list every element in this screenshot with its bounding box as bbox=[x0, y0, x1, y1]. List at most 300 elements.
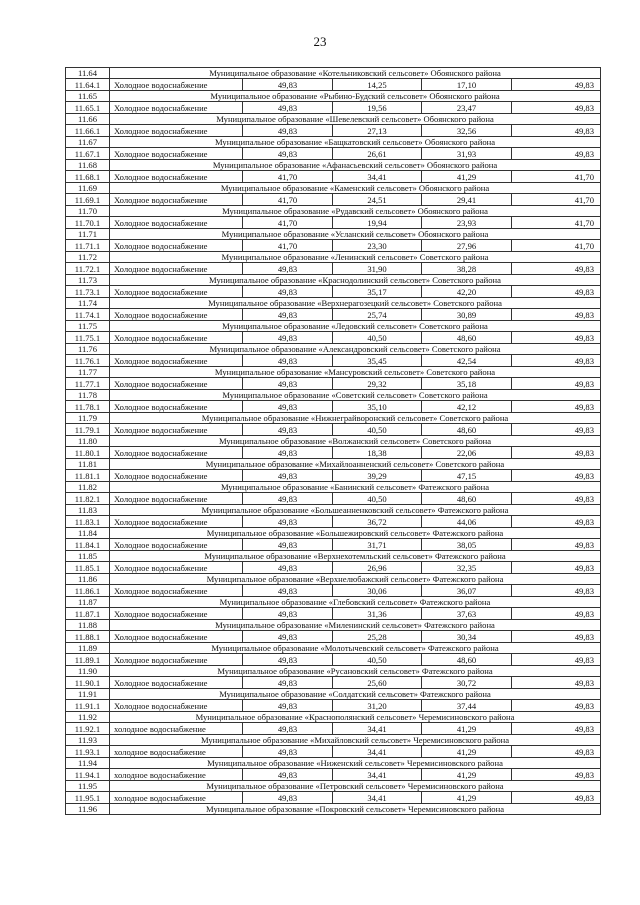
tariff-value-v2: 34,41 bbox=[333, 171, 422, 183]
tariff-value-v1: 49,83 bbox=[243, 447, 333, 459]
row-code: 11.84.1 bbox=[66, 539, 110, 551]
service-name: холодное водоснабжение bbox=[110, 769, 243, 781]
row-code: 11.86 bbox=[66, 574, 110, 585]
tariff-value-v1: 49,83 bbox=[243, 746, 333, 758]
municipality-header-row bbox=[66, 666, 601, 677]
tariff-row bbox=[66, 102, 601, 114]
service-name: Холодное водоснабжение bbox=[110, 125, 243, 137]
row-code: 11.95 bbox=[66, 781, 110, 792]
municipality-header-row bbox=[66, 114, 601, 125]
municipality-title: Муниципальное образование «Нижнеграйворонский сельсовет» Советского района bbox=[110, 413, 601, 424]
tariff-value-v2: 26,96 bbox=[333, 562, 422, 574]
tariff-value-v1: 49,83 bbox=[243, 332, 333, 344]
row-code: 11.95.1 bbox=[66, 792, 110, 804]
municipality-title: Муниципальное образование «Котельниковский сельсовет» Обоянского района bbox=[110, 68, 601, 79]
row-code: 11.81.1 bbox=[66, 470, 110, 482]
municipality-header-row bbox=[66, 298, 601, 309]
tariff-value-v3: 30,89 bbox=[422, 309, 512, 321]
row-code: 11.77.1 bbox=[66, 378, 110, 390]
municipality-title: Муниципальное образование «Ниженский сельсовет» Черемисиновского района bbox=[110, 758, 601, 769]
service-name: Холодное водоснабжение bbox=[110, 516, 243, 528]
tariff-value-v1: 41,70 bbox=[243, 171, 333, 183]
service-name: Холодное водоснабжение bbox=[110, 631, 243, 643]
tariff-value-v2: 40,50 bbox=[333, 493, 422, 505]
row-code: 11.89.1 bbox=[66, 654, 110, 666]
tariff-value-v3: 23,93 bbox=[422, 217, 512, 229]
municipality-header-row bbox=[66, 597, 601, 608]
tariff-row bbox=[66, 125, 601, 137]
tariff-value-v4: 49,83 bbox=[512, 654, 601, 666]
service-name: Холодное водоснабжение bbox=[110, 585, 243, 597]
tariff-row bbox=[66, 355, 601, 367]
tariff-value-v4: 49,83 bbox=[512, 79, 601, 91]
tariff-value-v3: 37,63 bbox=[422, 608, 512, 620]
municipality-title: Муниципальное образование «Солдатский сельсовет» Фатежского района bbox=[110, 689, 601, 700]
tariff-value-v3: 48,60 bbox=[422, 493, 512, 505]
tariff-value-v1: 49,83 bbox=[243, 516, 333, 528]
row-code: 11.72 bbox=[66, 252, 110, 263]
tariff-row bbox=[66, 240, 601, 252]
tariff-value-v4: 49,83 bbox=[512, 470, 601, 482]
tariff-value-v1: 49,83 bbox=[243, 562, 333, 574]
row-code: 11.76 bbox=[66, 344, 110, 355]
service-name: Холодное водоснабжение bbox=[110, 194, 243, 206]
municipality-title: Муниципальное образование «Александровский сельсовет» Советского района bbox=[110, 344, 601, 355]
municipality-header-row bbox=[66, 643, 601, 654]
tariff-value-v1: 49,83 bbox=[243, 539, 333, 551]
tariff-value-v3: 37,44 bbox=[422, 700, 512, 712]
municipality-header-row bbox=[66, 436, 601, 447]
municipality-title: Муниципальное образование «Усланский сельсовет» Обоянского района bbox=[110, 229, 601, 240]
municipality-header-row bbox=[66, 758, 601, 769]
service-name: Холодное водоснабжение bbox=[110, 263, 243, 275]
row-code: 11.83 bbox=[66, 505, 110, 516]
row-code: 11.94 bbox=[66, 758, 110, 769]
tariff-value-v3: 32,35 bbox=[422, 562, 512, 574]
municipality-title: Муниципальное образование «Волжанский сельсовет» Советского района bbox=[110, 436, 601, 447]
municipality-title: Муниципальное образование «Рудавский сельсовет» Обоянского района bbox=[110, 206, 601, 217]
tariff-value-v2: 19,94 bbox=[333, 217, 422, 229]
municipality-header-row bbox=[66, 252, 601, 263]
tariff-value-v3: 48,60 bbox=[422, 654, 512, 666]
row-code: 11.80.1 bbox=[66, 447, 110, 459]
tariff-value-v2: 26,61 bbox=[333, 148, 422, 160]
municipality-header-row bbox=[66, 321, 601, 332]
tariff-value-v2: 31,71 bbox=[333, 539, 422, 551]
municipality-header-row bbox=[66, 367, 601, 378]
municipality-title: Муниципальное образование «Миленинский сельсовет» Фатежского района bbox=[110, 620, 601, 631]
tariff-value-v2: 35,17 bbox=[333, 286, 422, 298]
row-code: 11.77 bbox=[66, 367, 110, 378]
municipality-header-row bbox=[66, 206, 601, 217]
tariff-value-v2: 31,20 bbox=[333, 700, 422, 712]
tariff-value-v1: 49,83 bbox=[243, 424, 333, 436]
tariff-row bbox=[66, 447, 601, 459]
tariff-value-v2: 27,13 bbox=[333, 125, 422, 137]
tariff-value-v1: 49,83 bbox=[243, 125, 333, 137]
tariff-row bbox=[66, 401, 601, 413]
tariff-value-v2: 34,41 bbox=[333, 792, 422, 804]
municipality-title: Муниципальное образование «Михайловский сельсовет» Черемисиновского района bbox=[110, 735, 601, 746]
tariff-value-v3: 38,28 bbox=[422, 263, 512, 275]
municipality-title: Муниципальное образование «Бащкатовский сельсовет» Обоянского района bbox=[110, 137, 601, 148]
tariff-row bbox=[66, 723, 601, 735]
tariff-value-v4: 41,70 bbox=[512, 194, 601, 206]
municipality-header-row bbox=[66, 137, 601, 148]
municipality-header-row bbox=[66, 574, 601, 585]
tariff-row bbox=[66, 424, 601, 436]
row-code: 11.94.1 bbox=[66, 769, 110, 781]
tariff-value-v4: 49,83 bbox=[512, 401, 601, 413]
tariff-row bbox=[66, 286, 601, 298]
municipality-title: Муниципальное образование «Петровский сельсовет» Черемисиновского района bbox=[110, 781, 601, 792]
municipality-title: Муниципальное образование «Большеанненковский сельсовет» Фатежского района bbox=[110, 505, 601, 516]
tariff-value-v3: 41,29 bbox=[422, 792, 512, 804]
tariff-row bbox=[66, 470, 601, 482]
service-name: холодное водоснабжение bbox=[110, 792, 243, 804]
municipality-title: Муниципальное образование «Шевелевский сельсовет» Обоянского района bbox=[110, 114, 601, 125]
tariff-value-v2: 40,50 bbox=[333, 654, 422, 666]
service-name: Холодное водоснабжение bbox=[110, 539, 243, 551]
municipality-header-row bbox=[66, 91, 601, 102]
tariff-value-v1: 49,83 bbox=[243, 608, 333, 620]
service-name: Холодное водоснабжение bbox=[110, 493, 243, 505]
service-name: Холодное водоснабжение bbox=[110, 171, 243, 183]
tariff-value-v1: 49,83 bbox=[243, 309, 333, 321]
row-code: 11.74.1 bbox=[66, 309, 110, 321]
tariff-value-v2: 39,29 bbox=[333, 470, 422, 482]
tariff-value-v2: 29,32 bbox=[333, 378, 422, 390]
municipality-header-row bbox=[66, 68, 601, 79]
municipality-header-row bbox=[66, 183, 601, 194]
service-name: Холодное водоснабжение bbox=[110, 79, 243, 91]
tariff-value-v3: 41,29 bbox=[422, 171, 512, 183]
tariff-value-v1: 49,83 bbox=[243, 355, 333, 367]
tariff-value-v1: 49,83 bbox=[243, 79, 333, 91]
tariff-row bbox=[66, 309, 601, 321]
municipality-title: Муниципальное образование «Рыбино-Будский сельсовет» Обоянского района bbox=[110, 91, 601, 102]
tariff-value-v1: 49,83 bbox=[243, 654, 333, 666]
tariff-value-v1: 49,83 bbox=[243, 493, 333, 505]
tariff-value-v3: 36,07 bbox=[422, 585, 512, 597]
tariff-value-v4: 49,83 bbox=[512, 263, 601, 275]
tariff-row bbox=[66, 378, 601, 390]
tariff-row bbox=[66, 700, 601, 712]
row-code: 11.86.1 bbox=[66, 585, 110, 597]
tariff-value-v4: 49,83 bbox=[512, 608, 601, 620]
tariff-value-v1: 49,83 bbox=[243, 470, 333, 482]
tariff-value-v1: 49,83 bbox=[243, 263, 333, 275]
tariff-value-v3: 48,60 bbox=[422, 332, 512, 344]
row-code: 11.65.1 bbox=[66, 102, 110, 114]
row-code: 11.64 bbox=[66, 68, 110, 79]
tariff-row bbox=[66, 562, 601, 574]
municipality-title: Муниципальное образование «Каменский сельсовет» Обоянского района bbox=[110, 183, 601, 194]
row-code: 11.90 bbox=[66, 666, 110, 677]
municipality-header-row bbox=[66, 390, 601, 401]
service-name: Холодное водоснабжение bbox=[110, 562, 243, 574]
tariff-row bbox=[66, 171, 601, 183]
tariff-value-v3: 31,93 bbox=[422, 148, 512, 160]
tariff-value-v1: 49,83 bbox=[243, 401, 333, 413]
tariff-value-v3: 42,20 bbox=[422, 286, 512, 298]
row-code: 11.64.1 bbox=[66, 79, 110, 91]
tariff-row bbox=[66, 746, 601, 758]
row-code: 11.80 bbox=[66, 436, 110, 447]
tariff-value-v2: 24,51 bbox=[333, 194, 422, 206]
service-name: Холодное водоснабжение bbox=[110, 654, 243, 666]
service-name: Холодное водоснабжение bbox=[110, 447, 243, 459]
municipality-title: Муниципальное образование «Ленинский сельсовет» Советского района bbox=[110, 252, 601, 263]
service-name: Холодное водоснабжение bbox=[110, 401, 243, 413]
tariff-value-v4: 49,83 bbox=[512, 286, 601, 298]
tariff-value-v2: 18,38 bbox=[333, 447, 422, 459]
tariff-value-v2: 34,41 bbox=[333, 723, 422, 735]
service-name: Холодное водоснабжение bbox=[110, 286, 243, 298]
tariff-row bbox=[66, 217, 601, 229]
municipality-title: Муниципальное образование «Банинский сельсовет» Фатежского района bbox=[110, 482, 601, 493]
tariff-row bbox=[66, 792, 601, 804]
row-code: 11.90.1 bbox=[66, 677, 110, 689]
tariff-row bbox=[66, 516, 601, 528]
tariff-value-v3: 42,12 bbox=[422, 401, 512, 413]
row-code: 11.67.1 bbox=[66, 148, 110, 160]
tariff-value-v4: 49,83 bbox=[512, 355, 601, 367]
tariff-value-v3: 38,05 bbox=[422, 539, 512, 551]
tariff-value-v1: 49,83 bbox=[243, 769, 333, 781]
service-name: Холодное водоснабжение bbox=[110, 332, 243, 344]
municipality-title: Муниципальное образование «Мансуровский сельсовет» Советского района bbox=[110, 367, 601, 378]
tariff-value-v4: 41,70 bbox=[512, 217, 601, 229]
service-name: Холодное водоснабжение bbox=[110, 148, 243, 160]
municipality-title: Муниципальное образование «Верхнерагозецкий сельсовет» Советского района bbox=[110, 298, 601, 309]
tariff-value-v3: 29,41 bbox=[422, 194, 512, 206]
row-code: 11.70 bbox=[66, 206, 110, 217]
tariff-value-v1: 41,70 bbox=[243, 217, 333, 229]
row-code: 11.71.1 bbox=[66, 240, 110, 252]
municipality-title: Муниципальное образование «Верхнехотемльский сельсовет» Фатежского района bbox=[110, 551, 601, 562]
tariff-value-v3: 47,15 bbox=[422, 470, 512, 482]
tariff-value-v1: 49,83 bbox=[243, 677, 333, 689]
municipality-header-row bbox=[66, 620, 601, 631]
municipality-header-row bbox=[66, 344, 601, 355]
service-name: Холодное водоснабжение bbox=[110, 309, 243, 321]
service-name: Холодное водоснабжение bbox=[110, 700, 243, 712]
service-name: Холодное водоснабжение bbox=[110, 470, 243, 482]
service-name: Холодное водоснабжение bbox=[110, 608, 243, 620]
tariff-row bbox=[66, 332, 601, 344]
tariff-value-v4: 49,83 bbox=[512, 677, 601, 689]
tariff-row bbox=[66, 194, 601, 206]
municipality-title: Муниципальное образование «Глебовский сельсовет» Фатежского района bbox=[110, 597, 601, 608]
tariff-value-v3: 32,56 bbox=[422, 125, 512, 137]
municipality-title: Муниципальное образование «Краснодолинский сельсовет» Советского района bbox=[110, 275, 601, 286]
municipality-header-row bbox=[66, 413, 601, 424]
row-code: 11.91.1 bbox=[66, 700, 110, 712]
municipality-header-row bbox=[66, 275, 601, 286]
row-code: 11.81 bbox=[66, 459, 110, 470]
service-name: Холодное водоснабжение bbox=[110, 240, 243, 252]
row-code: 11.69.1 bbox=[66, 194, 110, 206]
tariff-value-v1: 49,83 bbox=[243, 700, 333, 712]
service-name: Холодное водоснабжение bbox=[110, 378, 243, 390]
tariff-row bbox=[66, 654, 601, 666]
municipality-title: Муниципальное образование «Русановский сельсовет» Фатежского района bbox=[110, 666, 601, 677]
tariff-row bbox=[66, 493, 601, 505]
tariff-value-v1: 49,83 bbox=[243, 792, 333, 804]
tariff-value-v2: 25,74 bbox=[333, 309, 422, 321]
row-code: 11.87 bbox=[66, 597, 110, 608]
tariff-value-v4: 41,70 bbox=[512, 171, 601, 183]
tariff-value-v4: 49,83 bbox=[512, 746, 601, 758]
tariff-row bbox=[66, 608, 601, 620]
row-code: 11.78.1 bbox=[66, 401, 110, 413]
tariff-value-v4: 49,83 bbox=[512, 539, 601, 551]
row-code: 11.66 bbox=[66, 114, 110, 125]
tariff-value-v3: 23,47 bbox=[422, 102, 512, 114]
tariff-value-v1: 49,83 bbox=[243, 102, 333, 114]
row-code: 11.84 bbox=[66, 528, 110, 539]
row-code: 11.89 bbox=[66, 643, 110, 654]
row-code: 11.85 bbox=[66, 551, 110, 562]
tariff-value-v4: 49,83 bbox=[512, 585, 601, 597]
row-code: 11.68 bbox=[66, 160, 110, 171]
tariff-value-v2: 23,30 bbox=[333, 240, 422, 252]
tariff-value-v3: 42,54 bbox=[422, 355, 512, 367]
row-code: 11.87.1 bbox=[66, 608, 110, 620]
tariff-value-v1: 49,83 bbox=[243, 585, 333, 597]
tariff-value-v2: 34,41 bbox=[333, 769, 422, 781]
row-code: 11.75 bbox=[66, 321, 110, 332]
row-code: 11.65 bbox=[66, 91, 110, 102]
tariff-value-v2: 35,10 bbox=[333, 401, 422, 413]
tariff-value-v4: 49,83 bbox=[512, 332, 601, 344]
tariff-row bbox=[66, 585, 601, 597]
municipality-title: Муниципальное образование «Михайлоанненский сельсовет» Советского района bbox=[110, 459, 601, 470]
municipality-header-row bbox=[66, 229, 601, 240]
tariff-value-v4: 49,83 bbox=[512, 631, 601, 643]
tariff-value-v2: 34,41 bbox=[333, 746, 422, 758]
row-code: 11.96 bbox=[66, 804, 110, 815]
service-name: Холодное водоснабжение bbox=[110, 102, 243, 114]
tariff-value-v2: 40,50 bbox=[333, 332, 422, 344]
tariff-value-v2: 14,25 bbox=[333, 79, 422, 91]
service-name: холодное водоснабжение bbox=[110, 746, 243, 758]
tariff-value-v3: 22,06 bbox=[422, 447, 512, 459]
tariff-value-v4: 49,83 bbox=[512, 493, 601, 505]
municipality-header-row bbox=[66, 712, 601, 723]
tariff-row bbox=[66, 769, 601, 781]
tariff-value-v3: 27,96 bbox=[422, 240, 512, 252]
municipality-header-row bbox=[66, 551, 601, 562]
tariff-value-v4: 49,83 bbox=[512, 562, 601, 574]
row-code: 11.73.1 bbox=[66, 286, 110, 298]
municipality-header-row bbox=[66, 160, 601, 171]
tariff-value-v4: 49,83 bbox=[512, 792, 601, 804]
tariff-value-v1: 49,83 bbox=[243, 148, 333, 160]
municipality-header-row bbox=[66, 689, 601, 700]
tariff-value-v2: 19,56 bbox=[333, 102, 422, 114]
municipality-title: Муниципальное образование «Молотычевский сельсовет» Фатежского района bbox=[110, 643, 601, 654]
tariff-value-v2: 35,45 bbox=[333, 355, 422, 367]
tariff-value-v4: 49,83 bbox=[512, 769, 601, 781]
municipality-title: Муниципальное образование «Покровский сельсовет» Черемисиновского района bbox=[110, 804, 601, 815]
row-code: 11.92.1 bbox=[66, 723, 110, 735]
tariff-value-v3: 41,29 bbox=[422, 723, 512, 735]
row-code: 11.88 bbox=[66, 620, 110, 631]
row-code: 11.92 bbox=[66, 712, 110, 723]
row-code: 11.70.1 bbox=[66, 217, 110, 229]
row-code: 11.72.1 bbox=[66, 263, 110, 275]
tariff-value-v1: 49,83 bbox=[243, 631, 333, 643]
row-code: 11.79.1 bbox=[66, 424, 110, 436]
tariff-value-v3: 41,29 bbox=[422, 746, 512, 758]
row-code: 11.93 bbox=[66, 735, 110, 746]
tariff-value-v4: 49,83 bbox=[512, 700, 601, 712]
tariff-row bbox=[66, 677, 601, 689]
tariff-row bbox=[66, 539, 601, 551]
tariff-value-v2: 36,72 bbox=[333, 516, 422, 528]
tariff-value-v3: 44,06 bbox=[422, 516, 512, 528]
row-code: 11.78 bbox=[66, 390, 110, 401]
tariff-table-body bbox=[66, 68, 601, 815]
row-code: 11.68.1 bbox=[66, 171, 110, 183]
row-code: 11.93.1 bbox=[66, 746, 110, 758]
tariff-row bbox=[66, 79, 601, 91]
service-name: Холодное водоснабжение bbox=[110, 424, 243, 436]
tariff-value-v3: 35,18 bbox=[422, 378, 512, 390]
row-code: 11.91 bbox=[66, 689, 110, 700]
tariff-value-v1: 41,70 bbox=[243, 240, 333, 252]
tariff-value-v2: 25,60 bbox=[333, 677, 422, 689]
tariff-value-v4: 49,83 bbox=[512, 516, 601, 528]
row-code: 11.66.1 bbox=[66, 125, 110, 137]
tariff-value-v2: 25,28 bbox=[333, 631, 422, 643]
row-code: 11.79 bbox=[66, 413, 110, 424]
municipality-header-row bbox=[66, 735, 601, 746]
tariff-value-v4: 49,83 bbox=[512, 378, 601, 390]
service-name: Холодное водоснабжение bbox=[110, 217, 243, 229]
row-code: 11.75.1 bbox=[66, 332, 110, 344]
tariff-value-v4: 49,83 bbox=[512, 102, 601, 114]
tariff-value-v1: 41,70 bbox=[243, 194, 333, 206]
tariff-value-v2: 40,50 bbox=[333, 424, 422, 436]
municipality-header-row bbox=[66, 482, 601, 493]
municipality-header-row bbox=[66, 804, 601, 815]
tariff-row bbox=[66, 148, 601, 160]
municipality-header-row bbox=[66, 505, 601, 516]
tariff-value-v4: 49,83 bbox=[512, 148, 601, 160]
municipality-title: Муниципальное образование «Ледовский сельсовет» Советского района bbox=[110, 321, 601, 332]
tariff-value-v4: 49,83 bbox=[512, 723, 601, 735]
tariff-value-v1: 49,83 bbox=[243, 378, 333, 390]
row-code: 11.82 bbox=[66, 482, 110, 493]
tariff-value-v1: 49,83 bbox=[243, 723, 333, 735]
municipality-title: Муниципальное образование «Советский сельсовет» Советского района bbox=[110, 390, 601, 401]
tariff-value-v3: 48,60 bbox=[422, 424, 512, 436]
municipality-title: Муниципальное образование «Краснополянский сельсовет» Черемисиновского района bbox=[110, 712, 601, 723]
tariff-row bbox=[66, 263, 601, 275]
tariff-value-v2: 31,90 bbox=[333, 263, 422, 275]
municipality-title: Муниципальное образование «Верхнелюбажский сельсовет» Фатежского района bbox=[110, 574, 601, 585]
municipality-header-row bbox=[66, 781, 601, 792]
municipality-header-row bbox=[66, 528, 601, 539]
service-name: холодное водоснабжение bbox=[110, 723, 243, 735]
tariff-table bbox=[65, 67, 601, 815]
tariff-value-v3: 30,72 bbox=[422, 677, 512, 689]
tariff-value-v2: 30,06 bbox=[333, 585, 422, 597]
municipality-title: Муниципальное образование «Большежировский сельсовет» Фатежского района bbox=[110, 528, 601, 539]
